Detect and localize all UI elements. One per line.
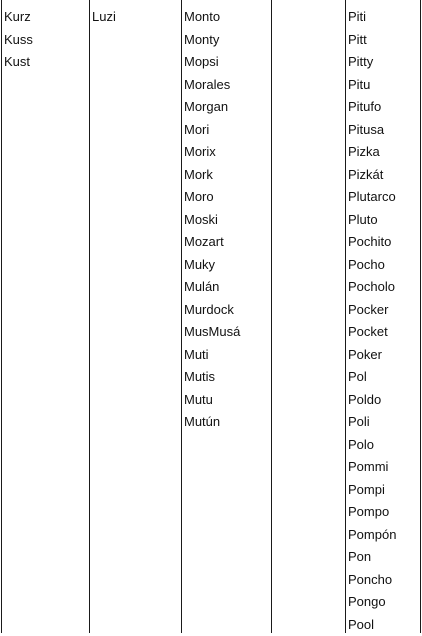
- name-cell: Mutu: [182, 389, 271, 412]
- table-column-5: [345, 0, 421, 633]
- name-cell: Pizka: [346, 141, 420, 164]
- name-cell: Polo: [346, 434, 420, 457]
- name-cell: Pol: [346, 366, 420, 389]
- name-cell: Pocker: [346, 299, 420, 322]
- name-cell: Mutis: [182, 366, 271, 389]
- name-cell: Pocholo: [346, 276, 420, 299]
- name-cell: Mori: [182, 119, 271, 142]
- name-cell: Pluto: [346, 209, 420, 232]
- name-cell: Muti: [182, 344, 271, 367]
- name-cell: Moro: [182, 186, 271, 209]
- name-cell: Kuss: [2, 29, 89, 52]
- name-cell: Murdock: [182, 299, 271, 322]
- name-cell: Mozart: [182, 231, 271, 254]
- table-column-3: [181, 0, 271, 633]
- name-cell: Pitusa: [346, 119, 420, 142]
- name-cell: Pommi: [346, 456, 420, 479]
- name-cell: Morales: [182, 74, 271, 97]
- name-cell: Pizkát: [346, 164, 420, 187]
- name-cell: Pocket: [346, 321, 420, 344]
- name-cell: Pochito: [346, 231, 420, 254]
- name-cell: Pompi: [346, 479, 420, 502]
- name-cell: Muky: [182, 254, 271, 277]
- table-column-4: [271, 0, 345, 633]
- name-cell: Kurz: [2, 6, 89, 29]
- name-cell: Pool: [346, 614, 420, 636]
- name-cell: Pitufo: [346, 96, 420, 119]
- name-cell: Mork: [182, 164, 271, 187]
- name-cell: Mutún: [182, 411, 271, 434]
- name-cell: Mopsi: [182, 51, 271, 74]
- name-cell: Pitt: [346, 29, 420, 52]
- name-cell: Poli: [346, 411, 420, 434]
- name-cell: Plutarco: [346, 186, 420, 209]
- name-cell: Morgan: [182, 96, 271, 119]
- name-cell: Piti: [346, 6, 420, 29]
- name-cell: Mulán: [182, 276, 271, 299]
- name-cell: Poker: [346, 344, 420, 367]
- name-cell: Morix: [182, 141, 271, 164]
- name-cell: Kust: [2, 51, 89, 74]
- name-cell: Poldo: [346, 389, 420, 412]
- name-cell: Pompo: [346, 501, 420, 524]
- name-cell: Monty: [182, 29, 271, 52]
- name-cell: MusMusá: [182, 321, 271, 344]
- name-cell: Pongo: [346, 591, 420, 614]
- name-cell: Luzi: [90, 6, 181, 29]
- name-cell: Pompón: [346, 524, 420, 547]
- name-cell: Moski: [182, 209, 271, 232]
- table-column-1: [1, 0, 89, 633]
- table-column-2: [89, 0, 181, 633]
- name-cell: Poncho: [346, 569, 420, 592]
- name-cell: Pitu: [346, 74, 420, 97]
- name-cell: Pitty: [346, 51, 420, 74]
- name-cell: Pocho: [346, 254, 420, 277]
- name-cell: Pon: [346, 546, 420, 569]
- name-cell: Monto: [182, 6, 271, 29]
